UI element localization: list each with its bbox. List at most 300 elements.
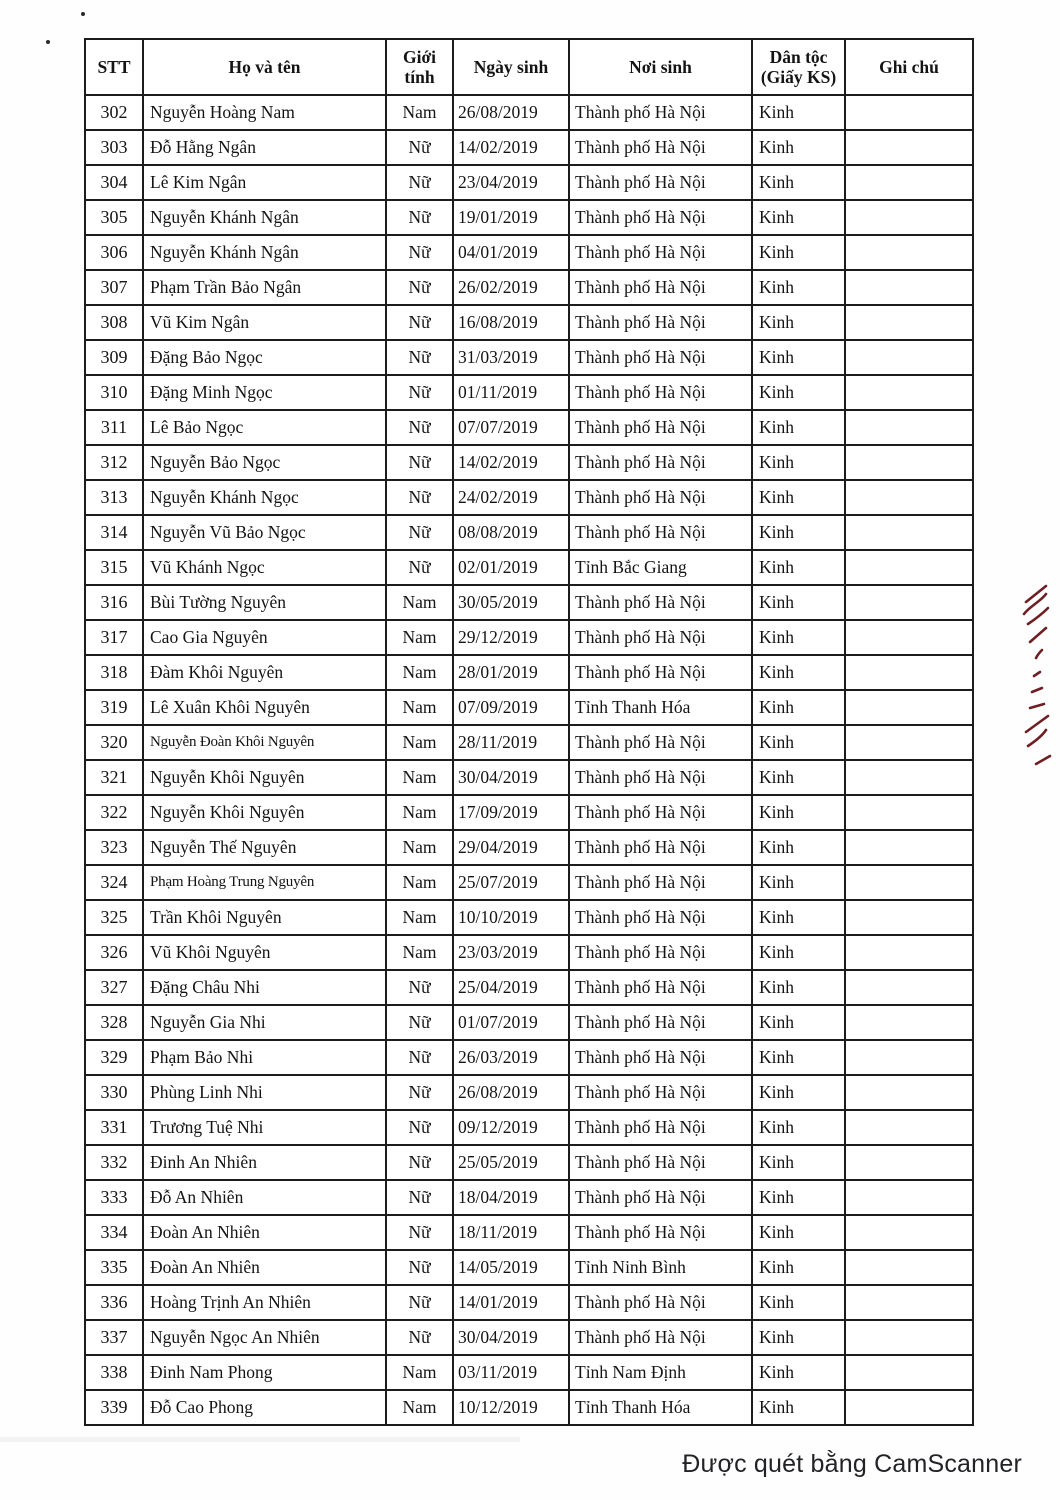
cell-ngay-sinh: 29/04/2019 [453,830,569,865]
cell-dan-toc: Kinh [752,1390,845,1425]
cell-gioi-tinh: Nữ [386,550,453,585]
cell-dan-toc: Kinh [752,340,845,375]
cell-stt: 306 [85,235,143,270]
cell-ghi-chu [845,445,973,480]
cell-noi-sinh: Tỉnh Nam Định [569,1355,752,1390]
cell-dan-toc: Kinh [752,725,845,760]
ink-speck [46,40,50,44]
cell-ngay-sinh: 26/02/2019 [453,270,569,305]
cell-gioi-tinh: Nữ [386,1075,453,1110]
cell-ngay-sinh: 26/03/2019 [453,1040,569,1075]
cell-dan-toc: Kinh [752,655,845,690]
cell-gioi-tinh: Nữ [386,1145,453,1180]
cell-dan-toc: Kinh [752,270,845,305]
cell-ngay-sinh: 28/11/2019 [453,725,569,760]
cell-dan-toc: Kinh [752,690,845,725]
table-row [85,200,973,235]
cell-gioi-tinh: Nam [386,900,453,935]
cell-ngay-sinh: 14/01/2019 [453,1285,569,1320]
cell-stt: 333 [85,1180,143,1215]
cell-ho-va-ten: Đinh An Nhiên [143,1145,386,1180]
cell-stt: 317 [85,620,143,655]
table-row [85,1320,973,1355]
cell-ghi-chu [845,1285,973,1320]
cell-ghi-chu [845,900,973,935]
cell-ho-va-ten: Nguyễn Khôi Nguyên [143,760,386,795]
table-row [85,970,973,1005]
cell-gioi-tinh: Nam [386,95,453,130]
cell-gioi-tinh: Nam [386,585,453,620]
cell-stt: 303 [85,130,143,165]
cell-ho-va-ten: Phạm Bảo Nhi [143,1040,386,1075]
cell-stt: 329 [85,1040,143,1075]
cell-noi-sinh: Thành phố Hà Nội [569,1040,752,1075]
cell-dan-toc: Kinh [752,165,845,200]
cell-noi-sinh: Thành phố Hà Nội [569,480,752,515]
cell-ngay-sinh: 10/12/2019 [453,1390,569,1425]
cell-ghi-chu [845,1355,973,1390]
cell-stt: 326 [85,935,143,970]
cell-ngay-sinh: 14/02/2019 [453,445,569,480]
cell-stt: 328 [85,1005,143,1040]
table-row [85,620,973,655]
cell-ghi-chu [845,95,973,130]
cell-dan-toc: Kinh [752,235,845,270]
cell-stt: 334 [85,1215,143,1250]
table-row [85,865,973,900]
cell-dan-toc: Kinh [752,1180,845,1215]
cell-gioi-tinh: Nữ [386,340,453,375]
cell-gioi-tinh: Nữ [386,130,453,165]
cell-ngay-sinh: 02/01/2019 [453,550,569,585]
cell-noi-sinh: Thành phố Hà Nội [569,935,752,970]
table-row [85,1215,973,1250]
cell-ghi-chu [845,760,973,795]
table-row [85,1180,973,1215]
cell-dan-toc: Kinh [752,305,845,340]
cell-dan-toc: Kinh [752,1215,845,1250]
table-row [85,585,973,620]
cell-ghi-chu [845,935,973,970]
cell-stt: 324 [85,865,143,900]
cell-noi-sinh: Thành phố Hà Nội [569,445,752,480]
cell-ngay-sinh: 10/10/2019 [453,900,569,935]
cell-stt: 318 [85,655,143,690]
cell-noi-sinh: Thành phố Hà Nội [569,1145,752,1180]
cell-ho-va-ten: Nguyễn Khánh Ngân [143,235,386,270]
cell-stt: 339 [85,1390,143,1425]
cell-noi-sinh: Thành phố Hà Nội [569,1110,752,1145]
cell-stt: 310 [85,375,143,410]
table-row [85,935,973,970]
cell-dan-toc: Kinh [752,830,845,865]
cell-dan-toc: Kinh [752,410,845,445]
cell-ngay-sinh: 14/02/2019 [453,130,569,165]
column-header-dan-toc: Dân tộc (Giấy KS) [752,39,845,95]
cell-gioi-tinh: Nữ [386,1110,453,1145]
cell-gioi-tinh: Nữ [386,375,453,410]
cell-noi-sinh: Thành phố Hà Nội [569,1320,752,1355]
cell-ngay-sinh: 31/03/2019 [453,340,569,375]
cell-ho-va-ten: Đỗ Hằng Ngân [143,130,386,165]
cell-noi-sinh: Thành phố Hà Nội [569,165,752,200]
cell-stt: 309 [85,340,143,375]
cell-dan-toc: Kinh [752,620,845,655]
cell-ngay-sinh: 16/08/2019 [453,305,569,340]
table-row [85,410,973,445]
cell-ho-va-ten: Nguyễn Ngọc An Nhiên [143,1320,386,1355]
cell-ho-va-ten: Trương Tuệ Nhi [143,1110,386,1145]
cell-ghi-chu [845,480,973,515]
cell-noi-sinh: Thành phố Hà Nội [569,1285,752,1320]
cell-gioi-tinh: Nữ [386,970,453,1005]
cell-ghi-chu [845,515,973,550]
cell-ghi-chu [845,865,973,900]
cell-noi-sinh: Thành phố Hà Nội [569,340,752,375]
cell-gioi-tinh: Nam [386,865,453,900]
cell-noi-sinh: Tỉnh Bắc Giang [569,550,752,585]
cell-gioi-tinh: Nữ [386,1250,453,1285]
cell-gioi-tinh: Nữ [386,515,453,550]
cell-ho-va-ten: Nguyễn Đoàn Khôi Nguyên [143,725,386,760]
cell-noi-sinh: Thành phố Hà Nội [569,900,752,935]
cell-stt: 312 [85,445,143,480]
cell-ngay-sinh: 23/04/2019 [453,165,569,200]
cell-ngay-sinh: 25/04/2019 [453,970,569,1005]
table-row [85,270,973,305]
cell-gioi-tinh: Nữ [386,445,453,480]
table-row [85,1355,973,1390]
cell-ngay-sinh: 18/11/2019 [453,1215,569,1250]
table-row [85,795,973,830]
cell-noi-sinh: Thành phố Hà Nội [569,515,752,550]
cell-gioi-tinh: Nữ [386,235,453,270]
cell-gioi-tinh: Nữ [386,305,453,340]
table-row [85,1110,973,1145]
cell-noi-sinh: Thành phố Hà Nội [569,235,752,270]
cell-dan-toc: Kinh [752,550,845,585]
cell-ngay-sinh: 04/01/2019 [453,235,569,270]
cell-ngay-sinh: 19/01/2019 [453,200,569,235]
table-row [85,760,973,795]
cell-dan-toc: Kinh [752,865,845,900]
cell-ghi-chu [845,1215,973,1250]
cell-dan-toc: Kinh [752,1320,845,1355]
table-row [85,550,973,585]
cell-ghi-chu [845,375,973,410]
cell-ghi-chu [845,1110,973,1145]
cell-gioi-tinh: Nam [386,935,453,970]
cell-gioi-tinh: Nữ [386,165,453,200]
cell-noi-sinh: Thành phố Hà Nội [569,865,752,900]
cell-gioi-tinh: Nam [386,795,453,830]
cell-dan-toc: Kinh [752,1075,845,1110]
cell-stt: 316 [85,585,143,620]
cell-ghi-chu [845,1005,973,1040]
cell-stt: 314 [85,515,143,550]
cell-stt: 319 [85,690,143,725]
cell-gioi-tinh: Nữ [386,410,453,445]
cell-ghi-chu [845,410,973,445]
cell-ghi-chu [845,1390,973,1425]
cell-ho-va-ten: Cao Gia Nguyên [143,620,386,655]
cell-gioi-tinh: Nam [386,725,453,760]
cell-gioi-tinh: Nữ [386,270,453,305]
scan-streak [0,1437,520,1442]
cell-dan-toc: Kinh [752,1285,845,1320]
cell-gioi-tinh: Nữ [386,1215,453,1250]
cell-dan-toc: Kinh [752,760,845,795]
cell-noi-sinh: Thành phố Hà Nội [569,200,752,235]
cell-stt: 337 [85,1320,143,1355]
table-row [85,1145,973,1180]
cell-ghi-chu [845,165,973,200]
column-header-noi-sinh: Nơi sinh [569,39,752,95]
cell-ngay-sinh: 30/05/2019 [453,585,569,620]
table-row [85,1390,973,1425]
cell-ghi-chu [845,1320,973,1355]
cell-ghi-chu [845,830,973,865]
cell-dan-toc: Kinh [752,1250,845,1285]
table-row [85,375,973,410]
cell-ghi-chu [845,200,973,235]
cell-noi-sinh: Tỉnh Thanh Hóa [569,1390,752,1425]
cell-noi-sinh: Thành phố Hà Nội [569,725,752,760]
cell-ngay-sinh: 30/04/2019 [453,760,569,795]
cell-ghi-chu [845,130,973,165]
cell-gioi-tinh: Nữ [386,1180,453,1215]
cell-ngay-sinh: 24/02/2019 [453,480,569,515]
cell-ngay-sinh: 23/03/2019 [453,935,569,970]
cell-ghi-chu [845,550,973,585]
cell-stt: 330 [85,1075,143,1110]
cell-stt: 305 [85,200,143,235]
cell-ngay-sinh: 09/12/2019 [453,1110,569,1145]
cell-ghi-chu [845,970,973,1005]
cell-ghi-chu [845,1145,973,1180]
cell-ngay-sinh: 30/04/2019 [453,1320,569,1355]
cell-noi-sinh: Thành phố Hà Nội [569,130,752,165]
cell-stt: 327 [85,970,143,1005]
cell-ghi-chu [845,1250,973,1285]
cell-ngay-sinh: 25/05/2019 [453,1145,569,1180]
cell-ngay-sinh: 17/09/2019 [453,795,569,830]
cell-gioi-tinh: Nữ [386,1320,453,1355]
cell-ghi-chu [845,620,973,655]
cell-stt: 311 [85,410,143,445]
cell-noi-sinh: Thành phố Hà Nội [569,585,752,620]
cell-stt: 315 [85,550,143,585]
cell-stt: 338 [85,1355,143,1390]
cell-ho-va-ten: Trần Khôi Nguyên [143,900,386,935]
cell-ho-va-ten: Vũ Khánh Ngọc [143,550,386,585]
cell-gioi-tinh: Nữ [386,1040,453,1075]
camscanner-footer-note: Được quét bằng CamScanner [682,1450,1022,1478]
cell-ho-va-ten: Lê Xuân Khôi Nguyên [143,690,386,725]
table-row [85,1040,973,1075]
table-row [85,690,973,725]
cell-dan-toc: Kinh [752,200,845,235]
cell-gioi-tinh: Nam [386,1390,453,1425]
table-body [85,95,973,1425]
column-header-ho-va-ten: Họ và tên [143,39,386,95]
cell-ho-va-ten: Lê Kim Ngân [143,165,386,200]
column-header-ngay-sinh: Ngày sinh [453,39,569,95]
cell-stt: 321 [85,760,143,795]
cell-noi-sinh: Thành phố Hà Nội [569,760,752,795]
cell-dan-toc: Kinh [752,900,845,935]
cell-dan-toc: Kinh [752,95,845,130]
cell-dan-toc: Kinh [752,515,845,550]
table-row [85,1250,973,1285]
cell-ho-va-ten: Phạm Hoàng Trung Nguyên [143,865,386,900]
cell-ngay-sinh: 26/08/2019 [453,1075,569,1110]
cell-ho-va-ten: Nguyễn Khánh Ngân [143,200,386,235]
cell-stt: 308 [85,305,143,340]
cell-ho-va-ten: Nguyễn Khánh Ngọc [143,480,386,515]
cell-stt: 307 [85,270,143,305]
cell-dan-toc: Kinh [752,480,845,515]
table-row [85,655,973,690]
cell-gioi-tinh: Nam [386,690,453,725]
handwritten-margin-mark [1016,580,1058,770]
table-row [85,340,973,375]
cell-ghi-chu [845,585,973,620]
cell-ngay-sinh: 28/01/2019 [453,655,569,690]
cell-ho-va-ten: Đặng Minh Ngọc [143,375,386,410]
cell-ho-va-ten: Nguyễn Thế Nguyên [143,830,386,865]
table-row [85,480,973,515]
cell-ho-va-ten: Đoàn An Nhiên [143,1215,386,1250]
cell-ho-va-ten: Lê Bảo Ngọc [143,410,386,445]
cell-gioi-tinh: Nữ [386,200,453,235]
cell-noi-sinh: Thành phố Hà Nội [569,620,752,655]
cell-ho-va-ten: Đoàn An Nhiên [143,1250,386,1285]
cell-ngay-sinh: 29/12/2019 [453,620,569,655]
cell-dan-toc: Kinh [752,585,845,620]
cell-noi-sinh: Thành phố Hà Nội [569,1215,752,1250]
cell-gioi-tinh: Nam [386,760,453,795]
cell-ngay-sinh: 01/11/2019 [453,375,569,410]
cell-dan-toc: Kinh [752,375,845,410]
cell-dan-toc: Kinh [752,795,845,830]
cell-ho-va-ten: Nguyễn Khôi Nguyên [143,795,386,830]
cell-stt: 313 [85,480,143,515]
cell-stt: 336 [85,1285,143,1320]
cell-dan-toc: Kinh [752,935,845,970]
table-row [85,900,973,935]
cell-gioi-tinh: Nam [386,830,453,865]
cell-ngay-sinh: 14/05/2019 [453,1250,569,1285]
cell-noi-sinh: Thành phố Hà Nội [569,795,752,830]
cell-dan-toc: Kinh [752,1005,845,1040]
table-row [85,165,973,200]
cell-stt: 335 [85,1250,143,1285]
cell-noi-sinh: Thành phố Hà Nội [569,410,752,445]
table-row [85,830,973,865]
cell-ngay-sinh: 18/04/2019 [453,1180,569,1215]
cell-ho-va-ten: Nguyễn Bảo Ngọc [143,445,386,480]
cell-dan-toc: Kinh [752,1110,845,1145]
cell-ghi-chu [845,270,973,305]
cell-ho-va-ten: Bùi Tường Nguyên [143,585,386,620]
student-roster-table [84,38,974,1426]
cell-noi-sinh: Thành phố Hà Nội [569,830,752,865]
table-row [85,235,973,270]
header-row [85,39,973,95]
cell-ghi-chu [845,235,973,270]
cell-ho-va-ten: Đặng Bảo Ngọc [143,340,386,375]
cell-ho-va-ten: Vũ Kim Ngân [143,305,386,340]
cell-ngay-sinh: 26/08/2019 [453,95,569,130]
cell-ngay-sinh: 07/09/2019 [453,690,569,725]
cell-dan-toc: Kinh [752,1040,845,1075]
cell-ho-va-ten: Đặng Châu Nhi [143,970,386,1005]
cell-ghi-chu [845,725,973,760]
cell-ghi-chu [845,305,973,340]
cell-ngay-sinh: 07/07/2019 [453,410,569,445]
cell-noi-sinh: Thành phố Hà Nội [569,1005,752,1040]
cell-dan-toc: Kinh [752,1145,845,1180]
cell-ho-va-ten: Hoàng Trịnh An Nhiên [143,1285,386,1320]
student-roster-table-wrap [84,38,974,1426]
cell-noi-sinh: Thành phố Hà Nội [569,655,752,690]
cell-noi-sinh: Thành phố Hà Nội [569,375,752,410]
cell-ho-va-ten: Phùng Linh Nhi [143,1075,386,1110]
ink-speck [81,12,85,16]
cell-ho-va-ten: Đỗ An Nhiên [143,1180,386,1215]
cell-gioi-tinh: Nữ [386,1285,453,1320]
cell-noi-sinh: Thành phố Hà Nội [569,95,752,130]
cell-ngay-sinh: 03/11/2019 [453,1355,569,1390]
cell-ghi-chu [845,1040,973,1075]
column-header-gioi-tinh: Giới tính [386,39,453,95]
table-row [85,1285,973,1320]
cell-ghi-chu [845,690,973,725]
column-header-stt: STT [85,39,143,95]
cell-ho-va-ten: Đinh Nam Phong [143,1355,386,1390]
cell-stt: 332 [85,1145,143,1180]
cell-ghi-chu [845,1180,973,1215]
cell-ho-va-ten: Nguyễn Vũ Bảo Ngọc [143,515,386,550]
cell-ngay-sinh: 08/08/2019 [453,515,569,550]
table-row [85,305,973,340]
table-row [85,725,973,760]
cell-stt: 320 [85,725,143,760]
cell-gioi-tinh: Nữ [386,1005,453,1040]
cell-noi-sinh: Tỉnh Ninh Bình [569,1250,752,1285]
cell-stt: 322 [85,795,143,830]
cell-dan-toc: Kinh [752,970,845,1005]
cell-dan-toc: Kinh [752,445,845,480]
cell-gioi-tinh: Nam [386,620,453,655]
cell-ho-va-ten: Đàm Khôi Nguyên [143,655,386,690]
cell-stt: 331 [85,1110,143,1145]
table-header [85,39,973,95]
cell-gioi-tinh: Nam [386,1355,453,1390]
cell-ngay-sinh: 25/07/2019 [453,865,569,900]
cell-noi-sinh: Thành phố Hà Nội [569,1075,752,1110]
cell-noi-sinh: Tỉnh Thanh Hóa [569,690,752,725]
cell-gioi-tinh: Nữ [386,480,453,515]
cell-stt: 325 [85,900,143,935]
cell-stt: 302 [85,95,143,130]
cell-ghi-chu [845,1075,973,1110]
table-row [85,445,973,480]
cell-ho-va-ten: Đỗ Cao Phong [143,1390,386,1425]
column-header-ghi-chu: Ghi chú [845,39,973,95]
cell-noi-sinh: Thành phố Hà Nội [569,970,752,1005]
